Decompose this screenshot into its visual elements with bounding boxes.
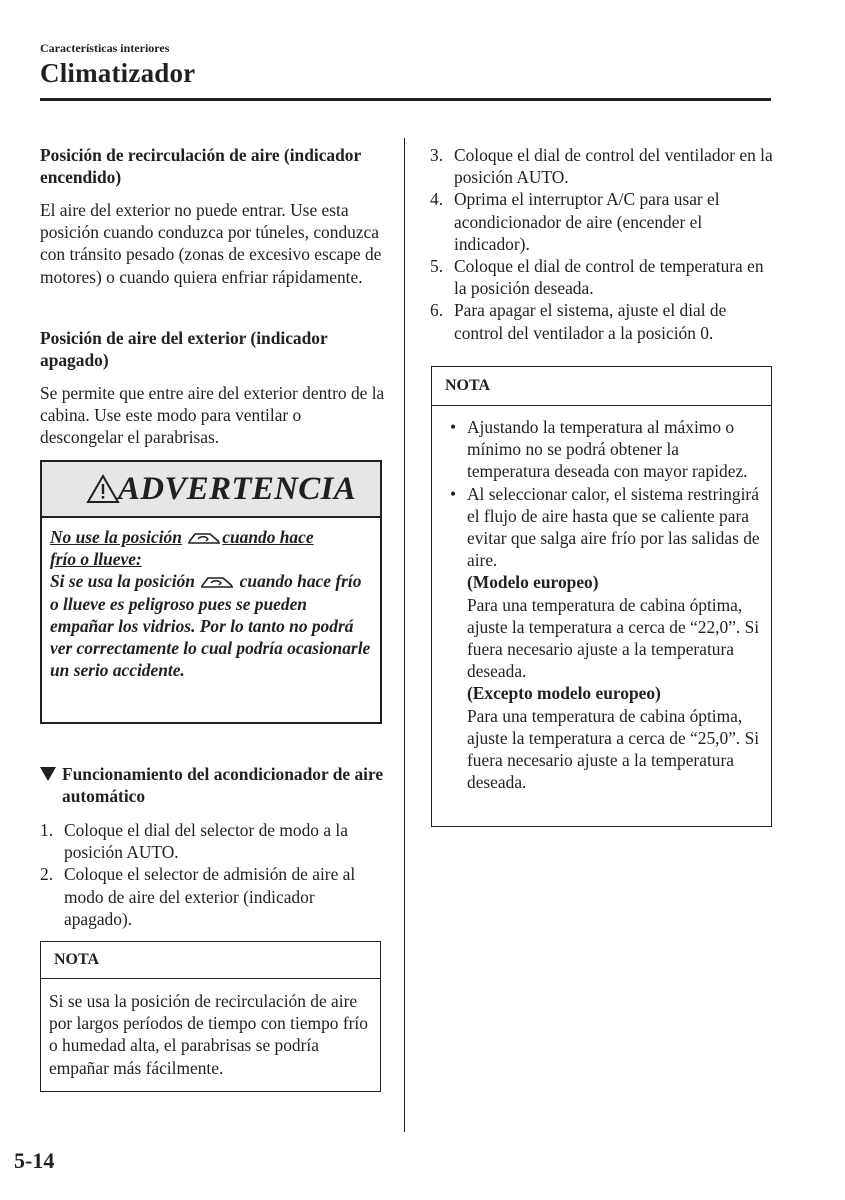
warning-header bbox=[42, 462, 380, 518]
non-eu-model-heading: (Excepto modelo europeo) bbox=[467, 683, 661, 704]
recirculation-heading: Posición de recirculación de aire (indicador encendido) bbox=[40, 145, 361, 188]
recirculation-icon bbox=[199, 574, 235, 590]
bullet-text: Ajustando la temperatura al máximo o mínimo no se podrá obtener la temperatura deseada con mayor rapidez. bbox=[467, 417, 748, 482]
step-text: Coloque el dial del selector de modo a la posición AUTO. bbox=[64, 820, 348, 863]
page-number: 5-14 bbox=[14, 1148, 55, 1173]
warning-triangle-icon bbox=[86, 474, 120, 504]
note-box-left bbox=[40, 941, 381, 1092]
right-steps-list bbox=[430, 144, 775, 344]
list-item bbox=[430, 144, 775, 188]
left-steps-list bbox=[40, 819, 385, 930]
step-number: 6. bbox=[430, 300, 444, 321]
list-item bbox=[430, 255, 775, 299]
step-text: Coloque el dial de control de temperatura en la posición deseada. bbox=[454, 256, 764, 299]
warning-body bbox=[50, 526, 372, 681]
outside-air-heading: Posición de aire del exterior (indicador apagado) bbox=[40, 328, 328, 371]
bullet-icon: • bbox=[450, 483, 457, 504]
step-text: Coloque el selector de admisión de aire al modo de aire del exterior (indicador apagado). bbox=[64, 864, 356, 929]
warning-title: ADVERTENCIA bbox=[118, 471, 357, 507]
section-label: Características interiores bbox=[40, 41, 170, 55]
warning-line-1-cont: frío o llueve: bbox=[50, 549, 142, 570]
bullet-text: Al seleccionar calor, el sistema restringirá el flujo de aire hasta que se caliente para evitar que salga aire frío por las salidas de aire. bbox=[467, 483, 760, 571]
list-item bbox=[447, 483, 765, 794]
eu-model-heading: (Modelo europeo) bbox=[467, 572, 599, 593]
warning-line-2-end: cuando hace frío o llueve es peligroso pues se pueden empañar los vidrios. Por lo tanto no podrá ver correctamente lo cual podría ocasionarle un serio accidente. bbox=[50, 571, 371, 681]
warning-line-1 bbox=[50, 526, 372, 570]
note-bullets bbox=[447, 416, 765, 793]
warning-box bbox=[40, 460, 382, 724]
column-divider bbox=[404, 138, 405, 1132]
warning-line-2 bbox=[50, 570, 372, 681]
warning-line-2-start: Si se usa la posición bbox=[50, 571, 195, 592]
list-item bbox=[430, 299, 775, 343]
step-number: 5. bbox=[430, 256, 444, 277]
warning-line-1-end: cuando hace bbox=[222, 527, 314, 547]
step-number: 1. bbox=[40, 820, 54, 840]
non-eu-model-text: Para una temperatura de cabina óptima, ajuste la temperatura a cerca de “25,0”. Si fuera necesario ajuste a la temperatura deseada. bbox=[467, 705, 760, 793]
note-title: NOTA bbox=[41, 942, 380, 979]
eu-model-text: Para una temperatura de cabina óptima, ajuste la temperatura a cerca de “22,0”. Si fuera necesario ajuste a la temperatura deseada. bbox=[467, 594, 760, 682]
step-text: Oprima el interruptor A/C para usar el acondicionador de aire (encender el indicador). bbox=[454, 189, 720, 254]
list-item bbox=[40, 819, 385, 863]
step-number: 2. bbox=[40, 864, 54, 885]
recirculation-text: El aire del exterior no puede entrar. Use esta posición cuando conduzca por túneles, conduzca con tránsito pesado (zonas de excesivo escape de motores) o cuando quiera enfriar rápidamente. bbox=[40, 200, 382, 287]
note-box-right bbox=[431, 366, 772, 827]
step-text: Coloque el dial de control del ventilador en la posición AUTO. bbox=[454, 145, 773, 188]
recirculation-icon bbox=[186, 530, 222, 546]
title-rule bbox=[40, 98, 771, 101]
auto-ac-heading-text: Funcionamiento del acondicionador de aire automático bbox=[62, 764, 384, 807]
note-text: Si se usa la posición de recirculación de aire por largos períodos de tiempo con tiempo frío o humedad alta, el parabrisas se podría empañar más fácilmente. bbox=[49, 991, 368, 1078]
page-title: Climatizador bbox=[40, 58, 196, 88]
note-title: NOTA bbox=[432, 367, 771, 406]
auto-ac-heading bbox=[40, 763, 385, 807]
step-number: 4. bbox=[430, 189, 444, 210]
list-item bbox=[447, 416, 765, 483]
warning-line-1-start: No use la posición bbox=[50, 527, 182, 547]
outside-air-text: Se permite que entre aire del exterior dentro de la cabina. Use este modo para ventilar o descongelar el parabrisas. bbox=[40, 383, 385, 448]
bullet-icon: • bbox=[450, 417, 457, 437]
step-number: 3. bbox=[430, 145, 444, 165]
triangle-marker-icon bbox=[40, 767, 56, 781]
list-item bbox=[40, 863, 385, 930]
step-text: Para apagar el sistema, ajuste el dial de control del ventilador a la posición 0. bbox=[454, 300, 727, 343]
list-item bbox=[430, 188, 775, 255]
